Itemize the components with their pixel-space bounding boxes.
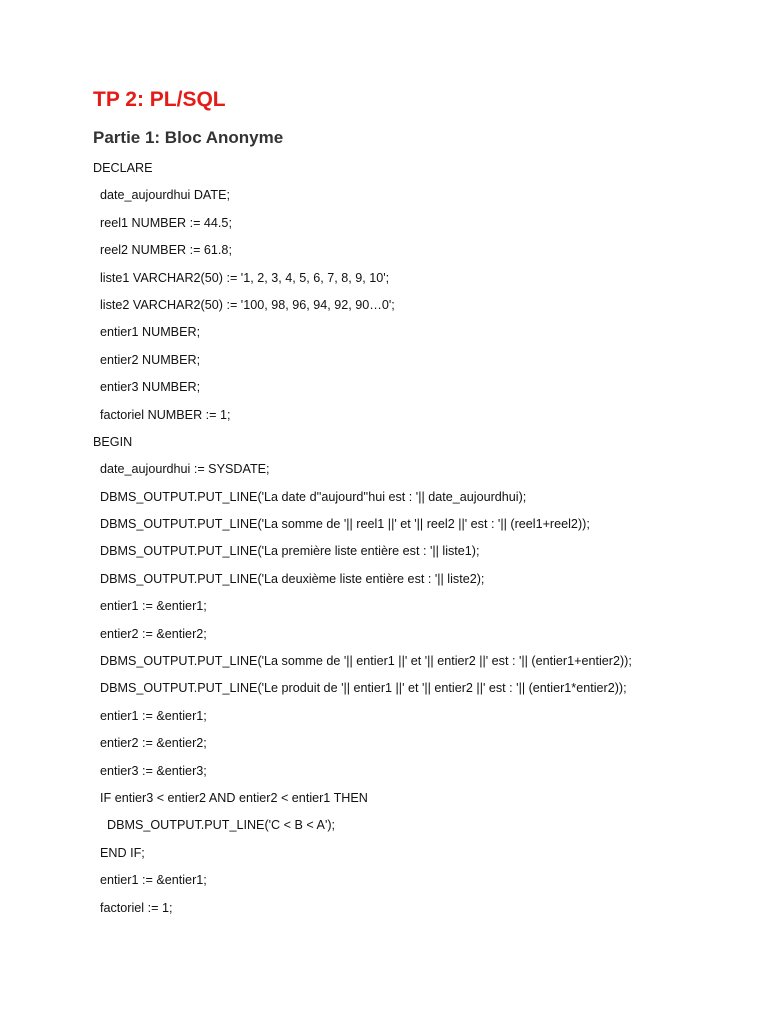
code-line: DBMS_OUTPUT.PUT_LINE('La somme de '|| entier1 ||' et '|| entier2 ||' est : '|| (entier1+entier2)); — [93, 654, 632, 669]
code-line: reel2 NUMBER := 61.8; — [93, 243, 232, 258]
code-line: liste2 VARCHAR2(50) := '100, 98, 96, 94, 92, 90…0'; — [93, 297, 395, 312]
document-title: TP 2: PL/SQL — [93, 88, 226, 111]
code-line: entier1 := &entier1; — [93, 873, 207, 888]
code-line: DBMS_OUTPUT.PUT_LINE('La date d''aujourd''hui est : '|| date_aujourdhui); — [93, 489, 527, 504]
code-line: END IF; — [93, 845, 145, 860]
code-block — [93, 158, 632, 925]
code-line: factoriel := 1; — [93, 900, 173, 915]
code-line: DECLARE — [93, 161, 153, 175]
code-line: date_aujourdhui := SYSDATE; — [93, 462, 270, 477]
code-line: factoriel NUMBER := 1; — [93, 407, 231, 422]
code-line: entier2 NUMBER; — [93, 352, 201, 367]
code-line: entier3 NUMBER; — [93, 380, 201, 395]
code-line: DBMS_OUTPUT.PUT_LINE('Le produit de '|| entier1 ||' et '|| entier2 ||' est : '|| (entier1*entier2)); — [93, 681, 627, 696]
code-line: entier3 := &entier3; — [93, 763, 207, 778]
code-line: liste1 VARCHAR2(50) := '1, 2, 3, 4, 5, 6, 7, 8, 9, 10'; — [93, 270, 390, 285]
code-line: IF entier3 < entier2 AND entier2 < entier1 THEN — [93, 790, 368, 805]
code-line: DBMS_OUTPUT.PUT_LINE('La somme de '|| reel1 ||' et '|| reel2 ||' est : '|| (reel1+reel2)); — [93, 517, 590, 532]
code-line: DBMS_OUTPUT.PUT_LINE('C < B < A'); — [93, 818, 336, 833]
code-line: entier2 := &entier2; — [93, 736, 207, 751]
code-line: date_aujourdhui DATE; — [93, 188, 230, 203]
code-line: entier1 NUMBER; — [93, 325, 201, 340]
section-heading: Partie 1: Bloc Anonyme — [93, 128, 284, 147]
code-line: DBMS_OUTPUT.PUT_LINE('La deuxième liste entière est : '|| liste2); — [93, 571, 485, 586]
code-line: entier1 := &entier1; — [93, 708, 207, 723]
code-line: entier1 := &entier1; — [93, 599, 207, 614]
code-line: DBMS_OUTPUT.PUT_LINE('La première liste entière est : '|| liste1); — [93, 544, 480, 559]
code-line: BEGIN — [93, 434, 133, 449]
code-line: entier2 := &entier2; — [93, 626, 207, 641]
code-line: reel1 NUMBER := 44.5; — [93, 215, 232, 230]
